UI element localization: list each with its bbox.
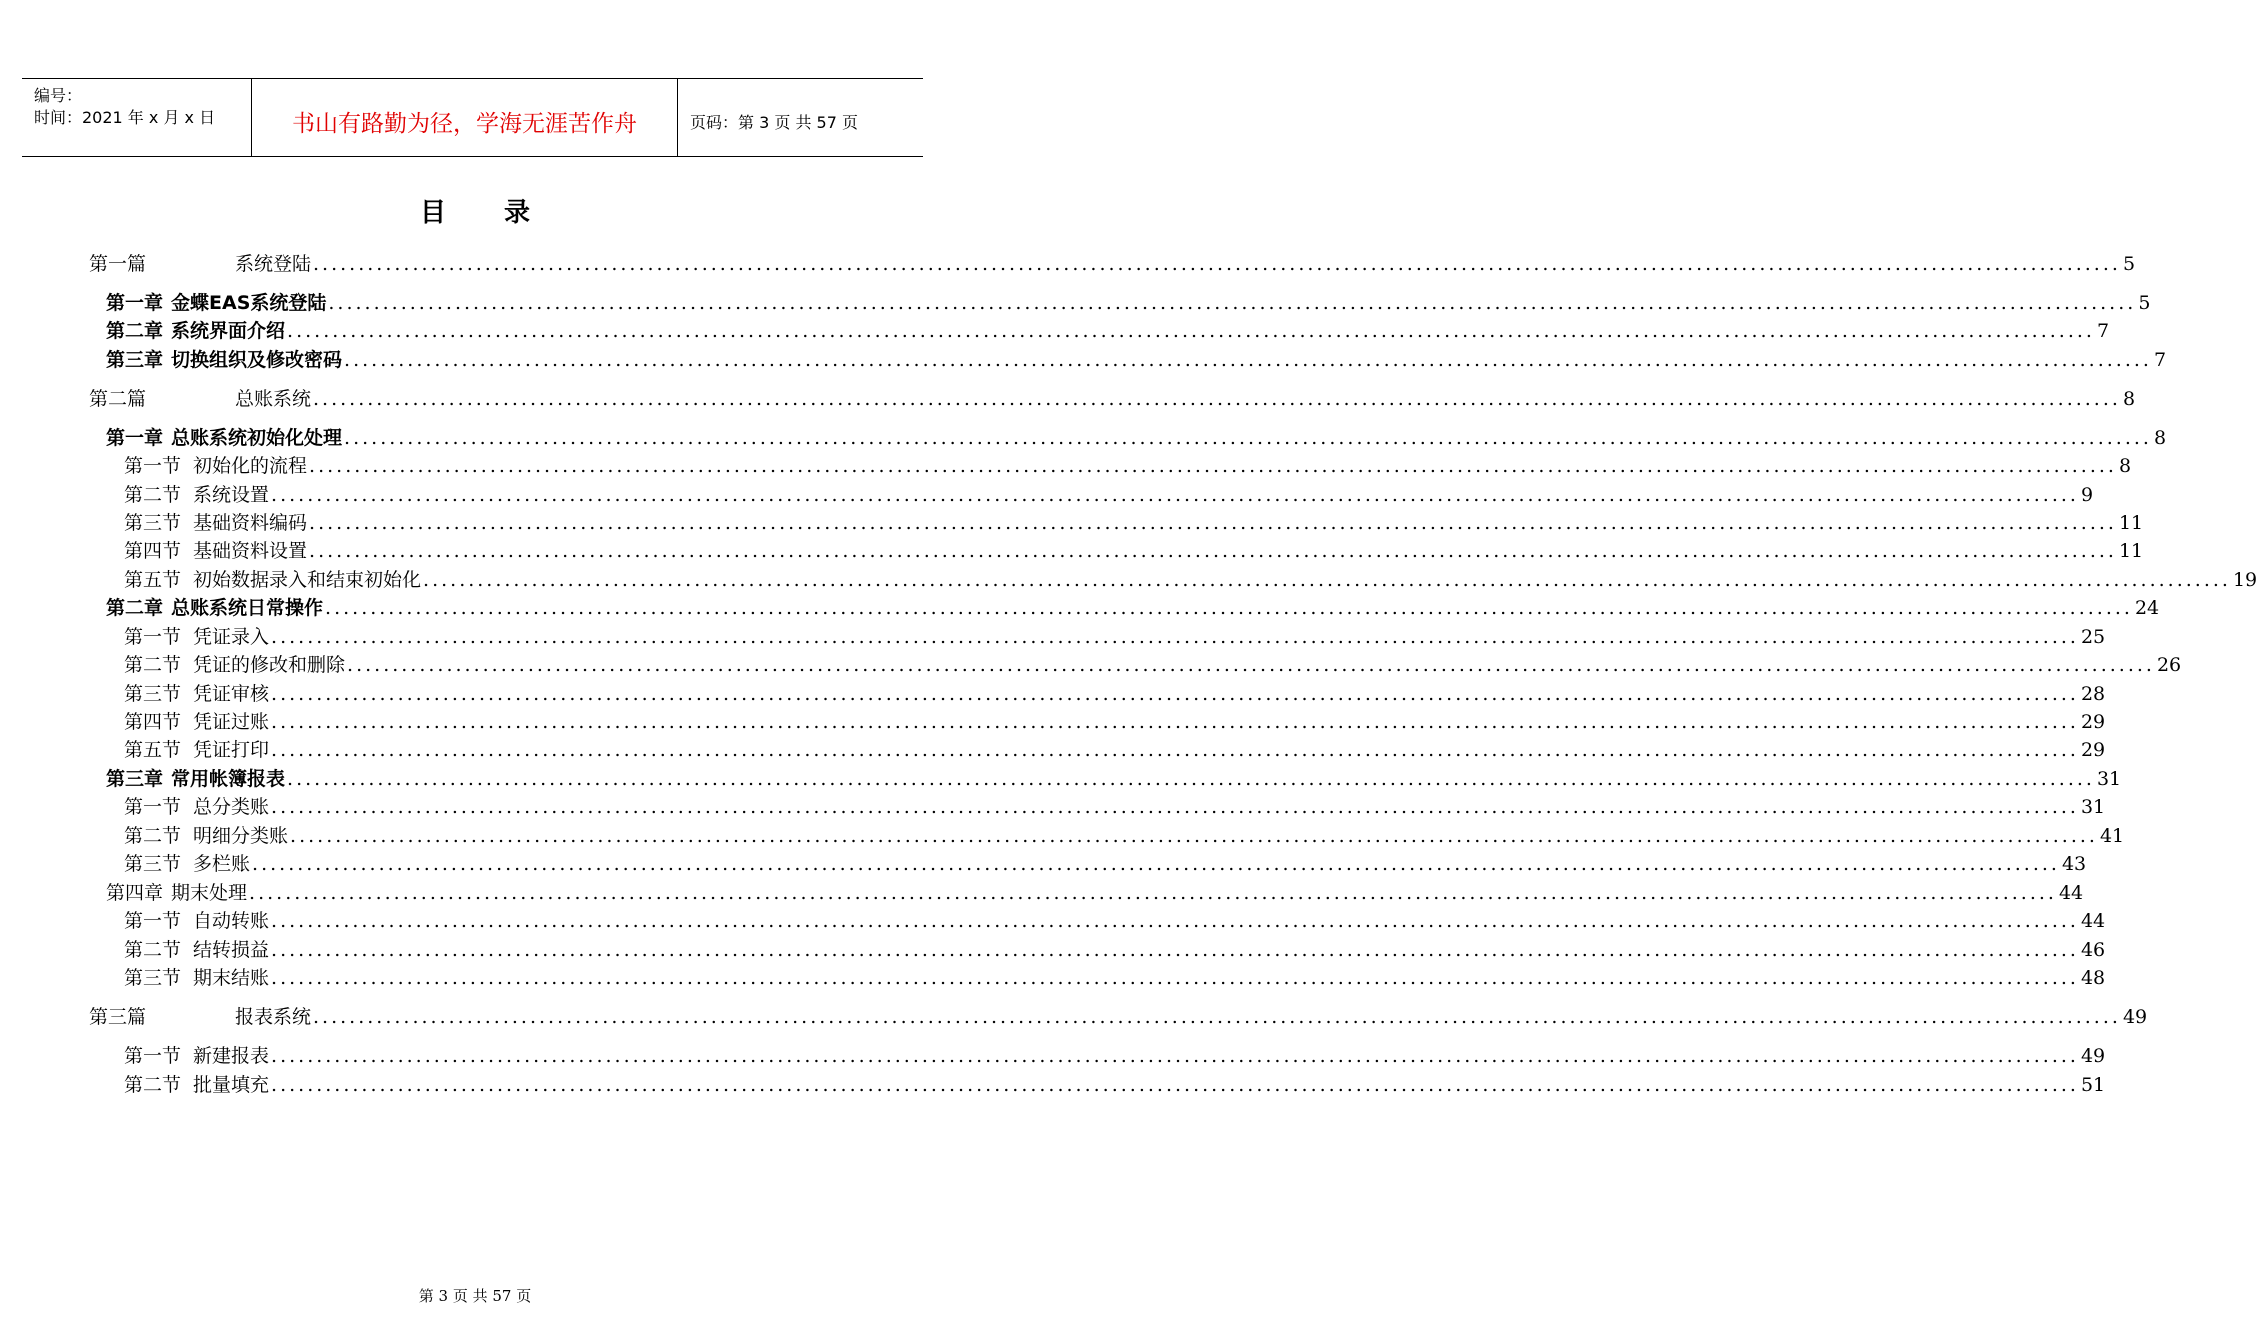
toc-entry-page: 8 — [2118, 455, 2132, 477]
toc-entry-title: 系统登陆 — [235, 253, 312, 275]
toc-entry-number: 第二章 — [106, 320, 164, 342]
toc-entry-title: 报表系统 — [235, 1006, 312, 1028]
toc-entry-page: 25 — [2080, 626, 2106, 648]
toc-entry-page: 51 — [2080, 1074, 2106, 1096]
toc-dot-leader: ........................................................................................................................................................................................................ — [309, 455, 2117, 477]
toc-entry-title: 切换组织及修改密码 — [171, 349, 343, 371]
toc-entry-number: 第二节 — [124, 484, 182, 506]
toc-entry-title: 常用帐簿报表 — [171, 768, 286, 790]
toc-entry-number: 第三章 — [106, 768, 164, 790]
toc-title: 目录 — [419, 198, 588, 228]
toc-entry[interactable] — [106, 595, 2160, 621]
toc-entry-page: 9 — [2080, 484, 2094, 506]
toc-dot-leader: ........................................................................................................................................................................................................ — [271, 711, 2079, 733]
toc-entry-page: 5 — [2122, 253, 2136, 275]
toc-entry-number: 第一节 — [124, 626, 182, 648]
toc-dot-leader: ........................................................................................................................................................................................................ — [313, 1006, 2121, 1028]
toc-entry[interactable] — [106, 766, 2122, 792]
toc-entry-page: 29 — [2080, 739, 2106, 761]
toc-entry-number: 第二节 — [124, 1074, 182, 1096]
toc-entry-title: 结转损益 — [193, 939, 270, 961]
toc-entry[interactable] — [124, 652, 2182, 678]
toc-entry-page: 28 — [2080, 683, 2106, 705]
toc-entry-title: 初始数据录入和结束初始化 — [193, 569, 422, 591]
toc-entry-number: 第一节 — [124, 796, 182, 818]
toc-entry-number: 第三篇 — [89, 1006, 147, 1028]
toc-entry-title: 总账系统日常操作 — [171, 597, 324, 619]
toc-dot-leader: ........................................................................................................................................................................................................ — [423, 569, 2231, 591]
toc-dot-leader: ........................................................................................................................................................................................................ — [309, 540, 2117, 562]
toc-dot-leader: ........................................................................................................................................................................................................ — [344, 427, 2152, 449]
toc-entry-number: 第一节 — [124, 1045, 182, 1067]
toc-entry[interactable] — [124, 937, 2106, 963]
toc-entry-title: 基础资料设置 — [193, 540, 308, 562]
toc-entry-title: 凭证审核 — [193, 683, 270, 705]
toc-dot-leader: ........................................................................................................................................................................................................ — [249, 882, 2057, 904]
toc-entry[interactable] — [124, 737, 2106, 763]
toc-entry-number: 第二节 — [124, 654, 182, 676]
toc-entry[interactable] — [106, 425, 2167, 451]
toc-dot-leader: ........................................................................................................................................................................................................ — [347, 654, 2155, 676]
toc-entry-title: 凭证过账 — [193, 711, 270, 733]
toc-dot-leader: ........................................................................................................................................................................................................ — [271, 910, 2079, 932]
toc-entry-number: 第三节 — [124, 512, 182, 534]
toc-entry-number: 第二节 — [124, 939, 182, 961]
toc-entry-title: 多栏账 — [193, 853, 251, 875]
toc-entry[interactable] — [124, 453, 2132, 479]
toc-entry[interactable] — [124, 851, 2087, 877]
toc-entry-title: 系统设置 — [193, 484, 270, 506]
toc-entry-title: 明细分类账 — [193, 825, 289, 847]
toc-entry-page: 8 — [2153, 427, 2167, 449]
toc-entry-title: 金蝶EAS系统登陆 — [171, 292, 327, 314]
toc-entry-page: 8 — [2122, 388, 2136, 410]
toc-dot-leader: ........................................................................................................................................................................................................ — [271, 939, 2079, 961]
toc-entry[interactable] — [106, 318, 2110, 344]
toc-entry-page: 31 — [2080, 796, 2106, 818]
toc-dot-leader: ........................................................................................................................................................................................................ — [271, 1074, 2079, 1096]
toc-entry[interactable] — [124, 1072, 2106, 1098]
toc-entry-page: 24 — [2134, 597, 2160, 619]
toc-entry-title: 系统界面介绍 — [171, 320, 286, 342]
toc-entry-page: 29 — [2080, 711, 2106, 733]
header-motto: 书山有路勤为径，学海无涯苦作舟 — [292, 111, 637, 137]
toc-dot-leader: ........................................................................................................................................................................................................ — [271, 967, 2079, 989]
toc-entry-page: 41 — [2099, 825, 2125, 847]
toc-dot-leader: ........................................................................................................................................................................................................ — [344, 349, 2152, 371]
toc-dot-leader: ........................................................................................................................................................................................................ — [287, 320, 2095, 342]
toc-entry-page: 44 — [2058, 882, 2084, 904]
toc-entry-page: 11 — [2118, 512, 2144, 534]
toc-entry-page: 19 — [2232, 569, 2257, 591]
toc-entry-number: 第一节 — [124, 455, 182, 477]
toc-entry[interactable] — [89, 386, 2136, 412]
toc-dot-leader: ........................................................................................................................................................................................................ — [252, 853, 2060, 875]
toc-entry-page: 26 — [2156, 654, 2182, 676]
toc-entry-title: 新建报表 — [193, 1045, 270, 1067]
toc-dot-leader: ........................................................................................................................................................................................................ — [271, 1045, 2079, 1067]
toc-entry-number: 第二章 — [106, 597, 164, 619]
toc-entry-title: 凭证录入 — [193, 626, 270, 648]
toc-entry-page: 31 — [2096, 768, 2122, 790]
toc-entry-title: 期末处理 — [171, 882, 248, 904]
toc-entry[interactable] — [124, 567, 2257, 593]
toc-entry-title: 自动转账 — [193, 910, 270, 932]
toc-entry[interactable] — [124, 482, 2094, 508]
toc-entry-page: 49 — [2122, 1006, 2148, 1028]
toc-entry-title: 基础资料编码 — [193, 512, 308, 534]
toc-entry-page: 48 — [2080, 967, 2106, 989]
toc-entry-number: 第一章 — [106, 292, 164, 314]
toc-entry-number: 第一篇 — [89, 253, 147, 275]
toc-entry[interactable] — [124, 908, 2106, 934]
toc-dot-leader: ........................................................................................................................................................................................................ — [271, 796, 2079, 818]
header-page-code: 页码：第 3 页 共 57 页 — [690, 113, 858, 132]
page-header — [22, 78, 923, 157]
page-footer: 第 3 页 共 57 页 — [418, 1287, 532, 1305]
toc-entry-number: 第五节 — [124, 739, 182, 761]
toc-entry[interactable] — [124, 510, 2144, 536]
toc-entry-page: 46 — [2080, 939, 2106, 961]
toc-entry-number: 第三节 — [124, 683, 182, 705]
toc-entry[interactable] — [124, 1043, 2106, 1069]
toc-entry-page: 43 — [2061, 853, 2087, 875]
header-right-cell — [678, 79, 923, 156]
toc-entry-number: 第一节 — [124, 910, 182, 932]
toc-entry[interactable] — [89, 251, 2136, 277]
toc-dot-leader: ........................................................................................................................................................................................................ — [325, 597, 2133, 619]
toc-entry[interactable] — [106, 347, 2167, 373]
toc-dot-leader: ........................................................................................................................................................................................................ — [271, 683, 2079, 705]
toc-entry[interactable] — [124, 823, 2125, 849]
toc-entry[interactable] — [124, 624, 2106, 650]
toc-entry-number: 第四章 — [106, 882, 164, 904]
toc-entry[interactable] — [106, 880, 2084, 906]
toc-entry-page: 7 — [2153, 349, 2167, 371]
toc-dot-leader: ........................................................................................................................................................................................................ — [271, 484, 2079, 506]
toc-entry-page: 44 — [2080, 910, 2106, 932]
toc-entry[interactable] — [124, 538, 2144, 564]
toc-entry[interactable] — [124, 794, 2106, 820]
toc-dot-leader: ........................................................................................................................................................................................................ — [287, 768, 2095, 790]
toc-entry-number: 第三章 — [106, 349, 164, 371]
toc-entry-page: 5 — [2138, 292, 2151, 314]
toc-entry-number: 第四节 — [124, 540, 182, 562]
toc-entry-title: 初始化的流程 — [193, 455, 308, 477]
toc-entry-number: 第三节 — [124, 853, 182, 875]
toc-entry[interactable] — [106, 290, 2151, 316]
toc-entry-title: 总分类账 — [193, 796, 270, 818]
header-left-cell — [22, 79, 252, 156]
header-center-cell — [252, 79, 678, 156]
doc-number-label: 编号： — [34, 86, 83, 105]
doc-time-label: 时间：2021 年 x 月 x 日 — [34, 108, 216, 127]
toc-entry-page: 7 — [2096, 320, 2110, 342]
toc-dot-leader: ........................................................................................................................................................................................................ — [313, 253, 2121, 275]
toc-entry-number: 第一章 — [106, 427, 164, 449]
toc-entry[interactable] — [124, 681, 2106, 707]
toc-entry[interactable] — [124, 965, 2106, 991]
toc-entry-number: 第三节 — [124, 967, 182, 989]
toc-entry-page: 11 — [2118, 540, 2144, 562]
toc-entry-number: 第二篇 — [89, 388, 147, 410]
toc-entry-title: 总账系统 — [235, 388, 312, 410]
toc-dot-leader: ........................................................................................................................................................................................................ — [313, 388, 2121, 410]
toc-entry-page: 49 — [2080, 1045, 2106, 1067]
toc-entry[interactable] — [124, 709, 2106, 735]
toc-entry-title: 期末结账 — [193, 967, 270, 989]
toc-entry-title: 凭证打印 — [193, 739, 270, 761]
toc-dot-leader: ........................................................................................................................................................................................................ — [309, 512, 2117, 534]
toc-entry-title: 凭证的修改和删除 — [193, 654, 346, 676]
toc-dot-leader: ........................................................................................................................................................................................................ — [271, 739, 2079, 761]
toc-entry-number: 第二节 — [124, 825, 182, 847]
toc-entry[interactable] — [89, 1004, 2148, 1030]
toc-dot-leader: ........................................................................................................................................................................................................ — [271, 626, 2079, 648]
toc-entry-number: 第四节 — [124, 711, 182, 733]
toc-entry-title: 批量填充 — [193, 1074, 270, 1096]
toc-entry-number: 第五节 — [124, 569, 182, 591]
toc-dot-leader: ........................................................................................................................................................................................................ — [290, 825, 2098, 847]
toc-entry-title: 总账系统初始化处理 — [171, 427, 343, 449]
toc-dot-leader: ........................................................................................................................................................................................................ — [328, 292, 2137, 314]
